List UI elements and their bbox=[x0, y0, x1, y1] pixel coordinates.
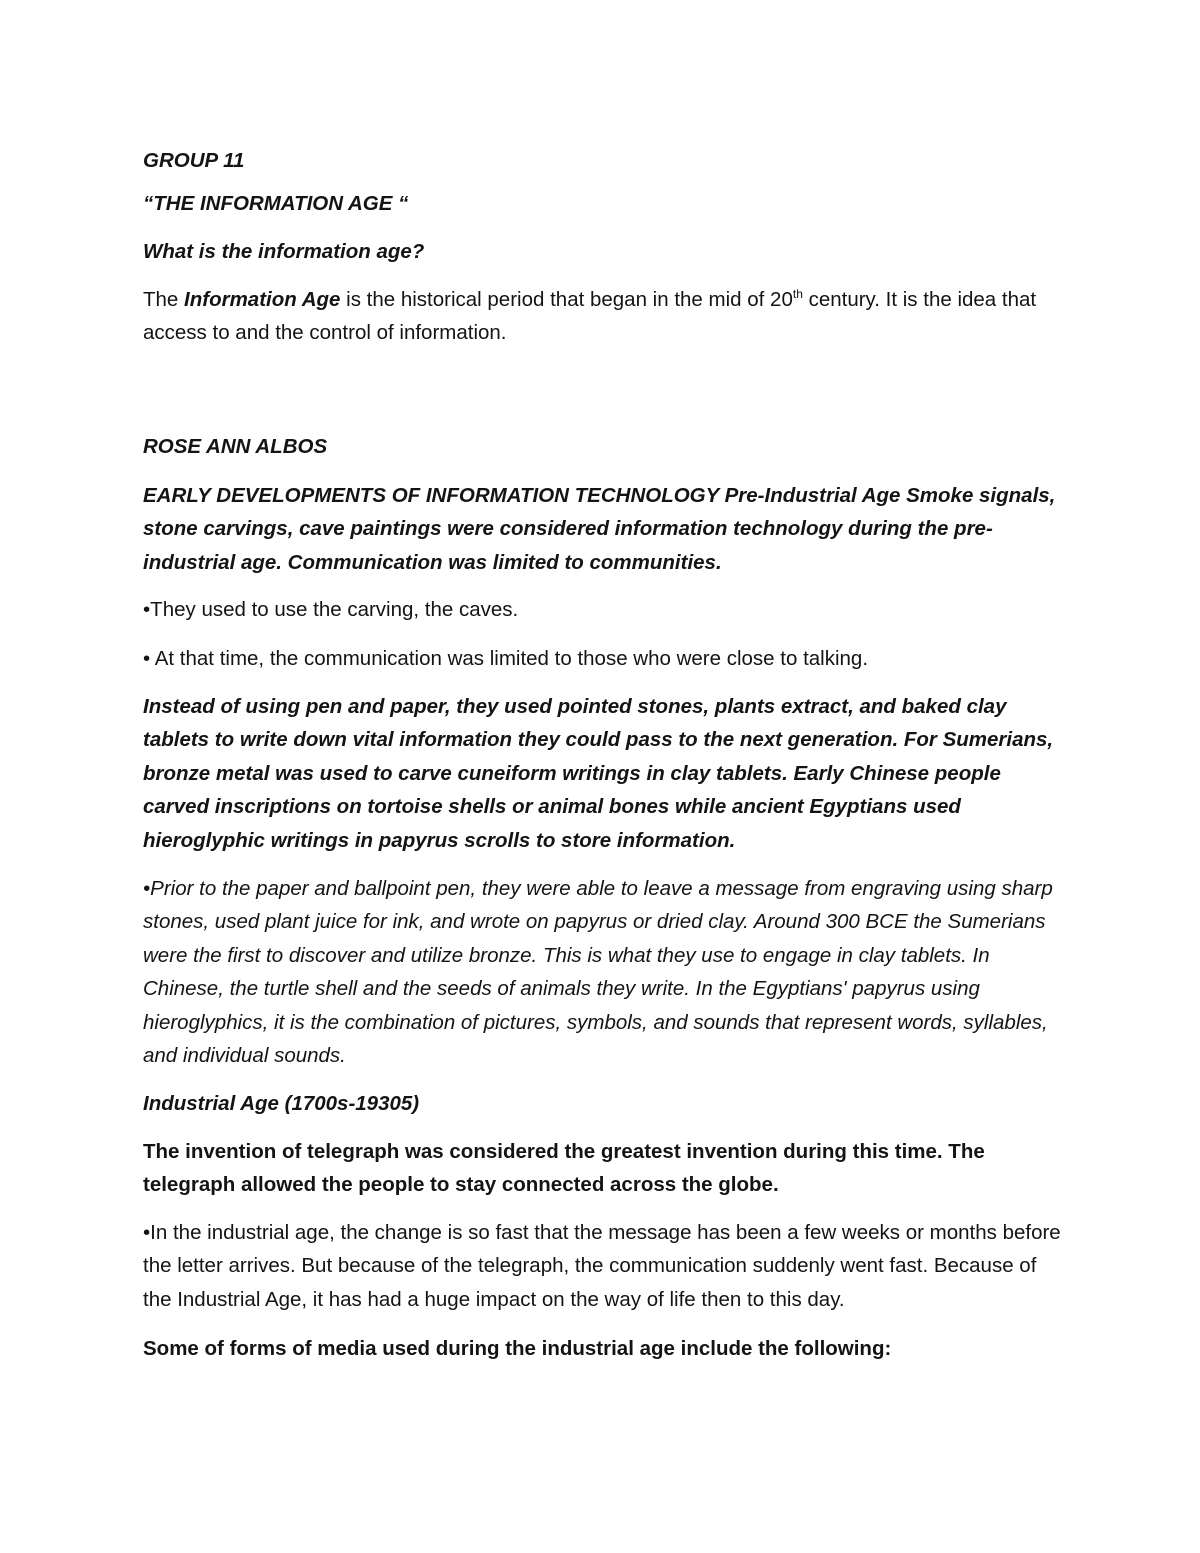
instead-paragraph: Instead of using pen and paper, they used pointed stones, plants extract, and baked clay tablets to write down vital information they could pass to the next generation. For Sumerians, bronze metal was used to carve cuneiform writings in clay tablets. Early Chinese people carved inscriptions on tortoise shells or animal bones while ancient Egyptians used hieroglyphic writings in papyrus scrolls to store information. bbox=[143, 694, 1054, 852]
definition-prefix: The bbox=[143, 287, 185, 311]
definition-term: Information Age bbox=[184, 287, 341, 311]
document-title: “THE INFORMATION AGE “ bbox=[143, 191, 409, 215]
telegraph-paragraph: The invention of telegraph was considered the greatest invention during this time. The telegraph allowed the people to stay connected across the globe. bbox=[143, 1139, 985, 1197]
author-name: ROSE ANN ALBOS bbox=[143, 434, 328, 458]
early-developments-paragraph: EARLY DEVELOPMENTS OF INFORMATION TECHNOLOGY Pre-Industrial Age Smoke signals, stone carvings, cave paintings were considered information technology during the pre-industrial age. Communication was limited to communities. bbox=[143, 483, 1056, 574]
bullet-talking: • At that time, the communication was limited to those who were close to talking. bbox=[143, 646, 869, 670]
prior-paragraph: •Prior to the paper and ballpoint pen, they were able to leave a message from engraving using sharp stones, used plant juice for ink, and wrote on papyrus or dried clay. Around 300 BCE the Sumerians were the first to discover and utilize bronze. This is what they use to engage in clay tablets. In Chinese, the turtle shell and the seeds of animals they write. In the Egyptians' papyrus using hieroglyphics, it is the combination of pictures, symbols, and sounds that represent words, syllables, and individual sounds. bbox=[143, 876, 1053, 1068]
industrial-age-heading: Industrial Age (1700s-19305) bbox=[143, 1092, 420, 1116]
definition-middle: is the historical period that began in the mid of 20 bbox=[340, 287, 793, 311]
definition-paragraph bbox=[143, 283, 1070, 350]
bullet-carving: •They used to use the carving, the caves. bbox=[143, 598, 519, 622]
industrial-bullet: •In the industrial age, the change is so fast that the message has been a few weeks or months before the letter arrives. But because of the telegraph, the communication suddenly went fast. Because of the Industrial Age, it has had a huge impact on the way of life then to this day. bbox=[143, 1220, 1061, 1312]
media-heading: Some of forms of media used during the industrial age include the following: bbox=[143, 1336, 892, 1360]
question-heading: What is the information age? bbox=[143, 240, 425, 264]
definition-suffix: century. It is the idea that access to and the control of information. bbox=[143, 287, 1037, 345]
group-label: GROUP 11 bbox=[143, 149, 245, 172]
definition-superscript: th bbox=[792, 286, 803, 301]
